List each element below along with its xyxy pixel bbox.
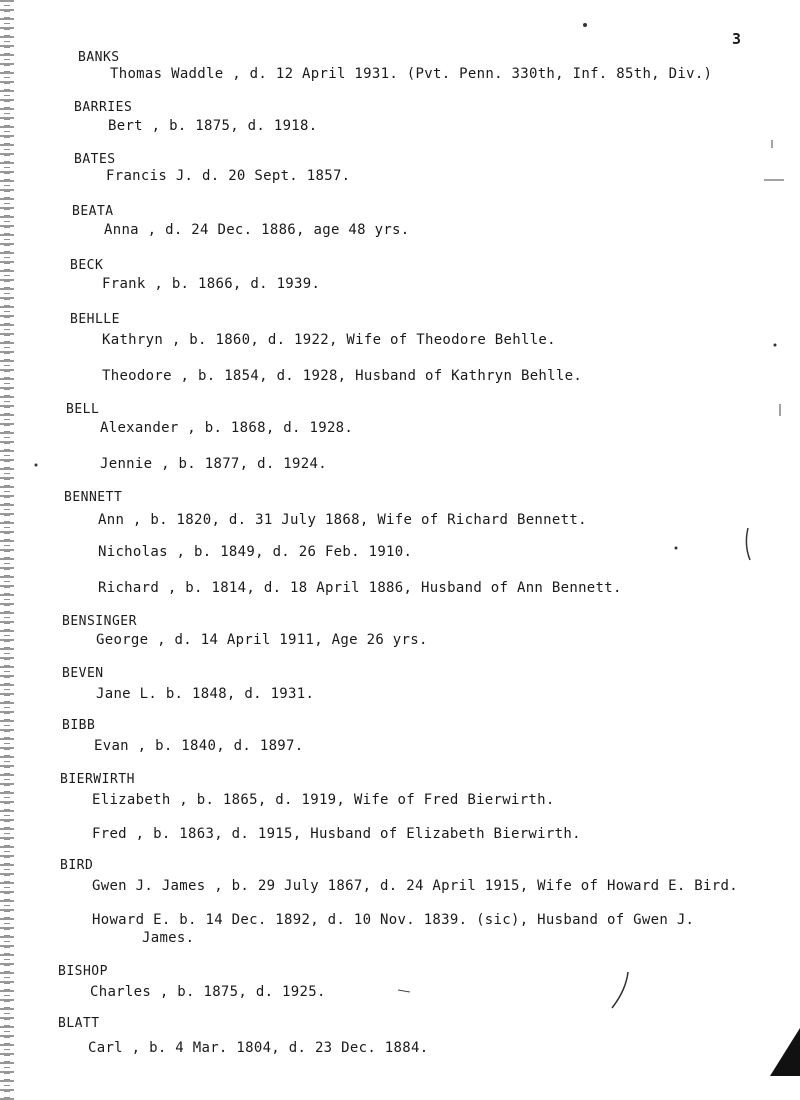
entry-bell-jennie: Jennie , b. 1877, d. 1924. bbox=[100, 456, 327, 472]
entry-beck-frank: Frank , b. 1866, d. 1939. bbox=[102, 276, 321, 292]
entry-bierwirth-elizabeth: Elizabeth , b. 1865, d. 1919, Wife of Fred Bierwirth. bbox=[92, 792, 555, 808]
entry-bishop-charles: Charles , b. 1875, d. 1925. bbox=[90, 984, 326, 1000]
surname-bell: BELL bbox=[66, 402, 100, 417]
surname-behlle: BEHLLE bbox=[70, 312, 120, 327]
entry-bibb-evan: Evan , b. 1840, d. 1897. bbox=[94, 738, 304, 754]
entry-beata-anna: Anna , d. 24 Dec. 1886, age 48 yrs. bbox=[104, 222, 410, 238]
surname-bibb: BIBB bbox=[62, 718, 96, 733]
surname-blatt: BLATT bbox=[58, 1016, 100, 1031]
entry-behlle-kathryn: Kathryn , b. 1860, d. 1922, Wife of Theodore Behlle. bbox=[102, 332, 556, 348]
page-number: 3 bbox=[732, 30, 742, 48]
surname-bensinger: BENSINGER bbox=[62, 614, 137, 629]
entry-bensinger-george: George , d. 14 April 1911, Age 26 yrs. bbox=[96, 632, 428, 648]
surname-barries: BARRIES bbox=[74, 100, 133, 115]
entry-bennett-ann: Ann , b. 1820, d. 31 July 1868, Wife of Richard Bennett. bbox=[98, 512, 587, 528]
surname-bates: BATES bbox=[74, 152, 116, 167]
surname-beck: BECK bbox=[70, 258, 104, 273]
surname-beven: BEVEN bbox=[62, 666, 104, 681]
entry-banks-thomas: Thomas Waddle , d. 12 April 1931. (Pvt. Penn. 330th, Inf. 85th, Div.) bbox=[110, 66, 713, 82]
surname-bierwirth: BIERWIRTH bbox=[60, 772, 135, 787]
entry-barries-bert: Bert , b. 1875, d. 1918. bbox=[108, 118, 318, 134]
entry-bierwirth-fred: Fred , b. 1863, d. 1915, Husband of Elizabeth Bierwirth. bbox=[92, 826, 581, 842]
entry-blatt-carl: Carl , b. 4 Mar. 1804, d. 23 Dec. 1884. bbox=[88, 1040, 429, 1056]
surname-banks: BANKS bbox=[78, 50, 120, 65]
entry-beven-jane: Jane L. b. 1848, d. 1931. bbox=[96, 686, 315, 702]
entry-bennett-nicholas: Nicholas , b. 1849, d. 26 Feb. 1910. bbox=[98, 544, 413, 560]
entry-bird-howard: Howard E. b. 14 Dec. 1892, d. 10 Nov. 1839. (sic), Husband of Gwen J. bbox=[92, 912, 695, 928]
surname-bennett: BENNETT bbox=[64, 490, 123, 505]
entry-bell-alexander: Alexander , b. 1868, d. 1928. bbox=[100, 420, 354, 436]
surname-beata: BEATA bbox=[72, 204, 114, 219]
entry-bird-howard-continuation: James. bbox=[142, 930, 195, 946]
entry-bates-francis: Francis J. d. 20 Sept. 1857. bbox=[106, 168, 351, 184]
entry-behlle-theodore: Theodore , b. 1854, d. 1928, Husband of Kathryn Behlle. bbox=[102, 368, 583, 384]
surname-bishop: BISHOP bbox=[58, 964, 108, 979]
entry-bird-gwen: Gwen J. James , b. 29 July 1867, d. 24 April 1915, Wife of Howard E. Bird. bbox=[92, 878, 738, 894]
entry-bennett-richard: Richard , b. 1814, d. 18 April 1886, Husband of Ann Bennett. bbox=[98, 580, 622, 596]
surname-bird: BIRD bbox=[60, 858, 94, 873]
